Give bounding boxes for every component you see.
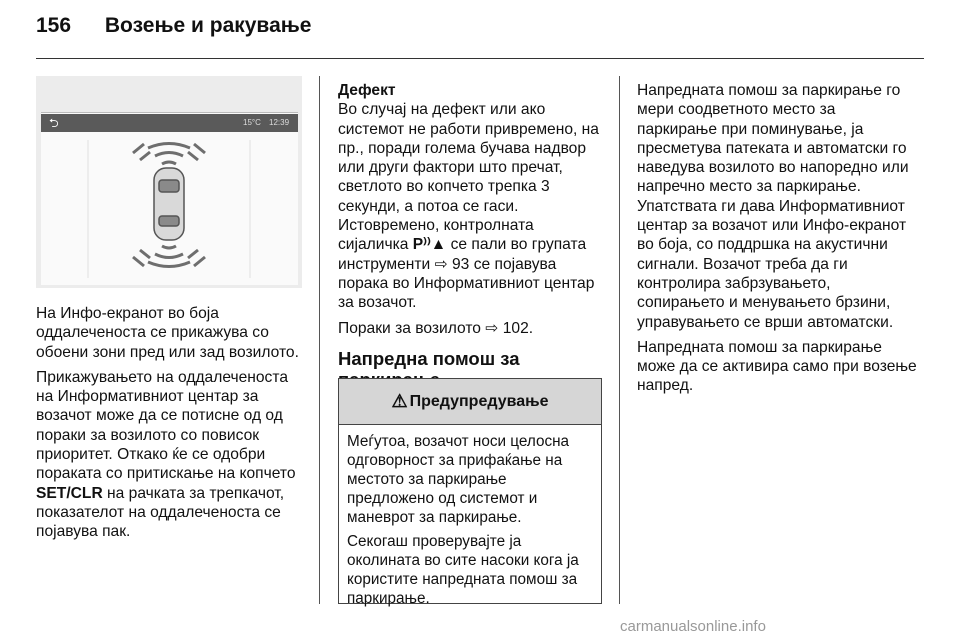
back-arrow-icon: ⮌ bbox=[49, 116, 59, 130]
clock-readout: 12:39 bbox=[269, 118, 290, 127]
page-number: 156 bbox=[36, 14, 72, 37]
paragraph: Напредната помош за паркирање го мери соодветното место за паркирање при поминување, ја пресметува патеката и автоматски го наведува возилото во напоредно или напречно место за паркирање. Упатствата ги дава Информативниот центар за возачот или Инфо-екранот во боја, со поддршка на акустични сигнали. Возачот треба да ги контролира забрзувањето, сопирањето и менувањето брзини, управувањето се врши автоматски. bbox=[637, 82, 909, 331]
watermark: carmanualsonline.info bbox=[620, 618, 766, 635]
car-top-view-icon bbox=[154, 168, 184, 240]
column-2 bbox=[338, 81, 604, 398]
page-header bbox=[36, 14, 311, 38]
page-ref-arrow-icon: ⇨ bbox=[485, 319, 499, 337]
paragraph: Во случај на дефект или ако системот не работи привремено, на пр., поради голема бучава надвор или други фактори што пречат, светлото во копчето трепка 3 секунди, а потоа се гаси. Истовремено, контролната сијаличка P⁾⁾▲ се пали во групата инструменти ⇨ 93 се појавува порака во Информативниот центар за возачот. bbox=[338, 101, 599, 312]
warning-title: Предупредување bbox=[409, 392, 549, 410]
parking-sensor-graphic bbox=[36, 76, 302, 288]
parking-warning-symbol-icon: P⁾⁾▲ bbox=[412, 236, 447, 254]
column-3 bbox=[637, 81, 917, 402]
page-ref-arrow-icon: ⇨ bbox=[434, 255, 448, 273]
subheading-defect: Дефект bbox=[338, 82, 396, 99]
column-divider-2 bbox=[619, 76, 620, 604]
paragraph: Прикажувањето на оддалеченоста на Информативниот центар за возачот може да се потисне од од пораки за возилото со повисок приоритет. Откако ќе се одобри пораката со притискање на копчето SET/CLR на рачката за трепкачот, показателот на оддалеченоста се појавува пак. bbox=[36, 368, 296, 541]
parking-display-figure bbox=[36, 76, 302, 288]
paragraph: На Инфо-екранот во боја оддалеченоста се прикажува со обоени зони пред или зад возилото. bbox=[36, 305, 299, 361]
header-rule bbox=[36, 58, 924, 59]
paragraph: Напредната помош за паркирање може да се активира само при возење напред. bbox=[637, 338, 917, 395]
temperature-readout: 15°C bbox=[243, 118, 261, 127]
rear-sensor-arcs bbox=[133, 246, 205, 267]
section-title: Возење и ракување bbox=[104, 14, 312, 37]
set-clr-button-label: SET/CLR bbox=[36, 484, 103, 502]
front-sensor-arcs bbox=[133, 144, 205, 165]
warning-header bbox=[339, 379, 601, 425]
paragraph: Пораки за возилото ⇨ 102. bbox=[338, 319, 534, 337]
warning-triangle-icon: ⚠ bbox=[391, 391, 408, 411]
column-divider-1 bbox=[319, 76, 320, 604]
section-heading: Напредна помош за bbox=[338, 347, 520, 369]
column-1 bbox=[36, 304, 308, 548]
warning-paragraph: Секогаш проверувајте ја околината во сите насоки кога ја користите напредната помош за паркирање. bbox=[347, 533, 579, 607]
warning-paragraph: Меѓутоа, возачот носи целосна одговорност за прифаќање на местото за паркирање предложено од системот и маневрот за паркирање. bbox=[347, 433, 570, 526]
warning-box bbox=[338, 378, 602, 607]
